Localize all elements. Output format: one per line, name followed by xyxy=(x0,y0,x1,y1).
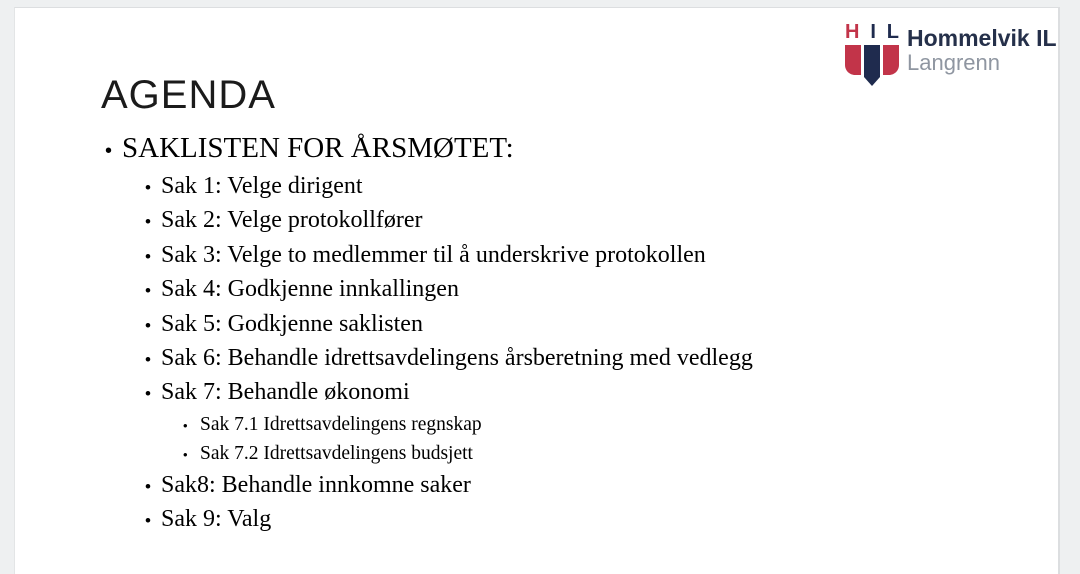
hil-monogram xyxy=(845,22,899,42)
bullet-icon: • xyxy=(145,281,151,301)
bullet-icon: • xyxy=(145,246,151,266)
agenda-item xyxy=(101,342,861,376)
shield-right-red xyxy=(883,45,899,75)
agenda-item xyxy=(101,239,861,273)
club-logo xyxy=(845,22,1057,87)
agenda-item-text: Sak 7.1 Idrettsavdelingens regnskap xyxy=(200,413,482,435)
division-name: Langrenn xyxy=(907,50,1000,75)
bullet-icon: • xyxy=(145,384,151,404)
bullet-icon: • xyxy=(145,511,151,531)
bullet-icon: • xyxy=(145,350,151,370)
agenda-item-text: Sak 1: Velge dirigent xyxy=(161,173,363,199)
hil-letter: L xyxy=(886,21,899,43)
agenda-item-text: Sak 3: Velge to medlemmer til å underskrive protokollen xyxy=(161,241,706,268)
club-logo-text xyxy=(907,22,1057,75)
bullet-icon: • xyxy=(145,178,151,197)
agenda-item xyxy=(101,170,861,204)
bullet-icon: • xyxy=(145,476,151,496)
agenda-item xyxy=(101,440,861,469)
agenda-item-text: Sak 7.2 Idrettsavdelingens budsjett xyxy=(200,442,473,464)
shield-left-red xyxy=(845,45,861,75)
page-title: AGENDA xyxy=(101,73,276,117)
org-name: Hommelvik IL xyxy=(907,25,1057,51)
bullet-icon: • xyxy=(145,315,151,335)
bullet-icon: • xyxy=(145,212,151,232)
agenda-item-text: Sak 6: Behandle idrettsavdelingens årsberetning med vedlegg xyxy=(161,345,753,372)
hil-logo-mark xyxy=(845,22,899,87)
agenda-item-text: SAKLISTEN FOR ÅRSMØTET: xyxy=(122,132,514,164)
agenda-item-text: Sak 7: Behandle økonomi xyxy=(161,379,410,406)
hil-letter: I xyxy=(870,21,876,43)
hil-shield-icon xyxy=(845,45,899,87)
bullet-icon: • xyxy=(105,140,113,162)
agenda-item xyxy=(101,376,861,410)
bullet-icon: • xyxy=(183,417,188,433)
agenda-item xyxy=(101,411,861,440)
agenda-item xyxy=(101,503,861,537)
agenda-item xyxy=(101,273,861,307)
hil-letter: H xyxy=(845,21,860,43)
agenda-list xyxy=(101,129,861,538)
agenda-item xyxy=(101,469,861,503)
agenda-item xyxy=(101,308,861,342)
agenda-item-text: Sak8: Behandle innkomne saker xyxy=(161,471,471,498)
agenda-item-text: Sak 9: Valg xyxy=(161,506,272,533)
agenda-item-text: Sak 5: Godkjenne saklisten xyxy=(161,310,423,337)
bullet-icon: • xyxy=(183,446,188,462)
agenda-item xyxy=(101,204,861,238)
agenda-item xyxy=(101,129,861,170)
shield-center-navy xyxy=(864,45,880,86)
agenda-item-text: Sak 4: Godkjenne innkallingen xyxy=(161,276,459,303)
presentation-slide xyxy=(14,7,1060,574)
agenda-item-text: Sak 2: Velge protokollfører xyxy=(161,207,423,234)
